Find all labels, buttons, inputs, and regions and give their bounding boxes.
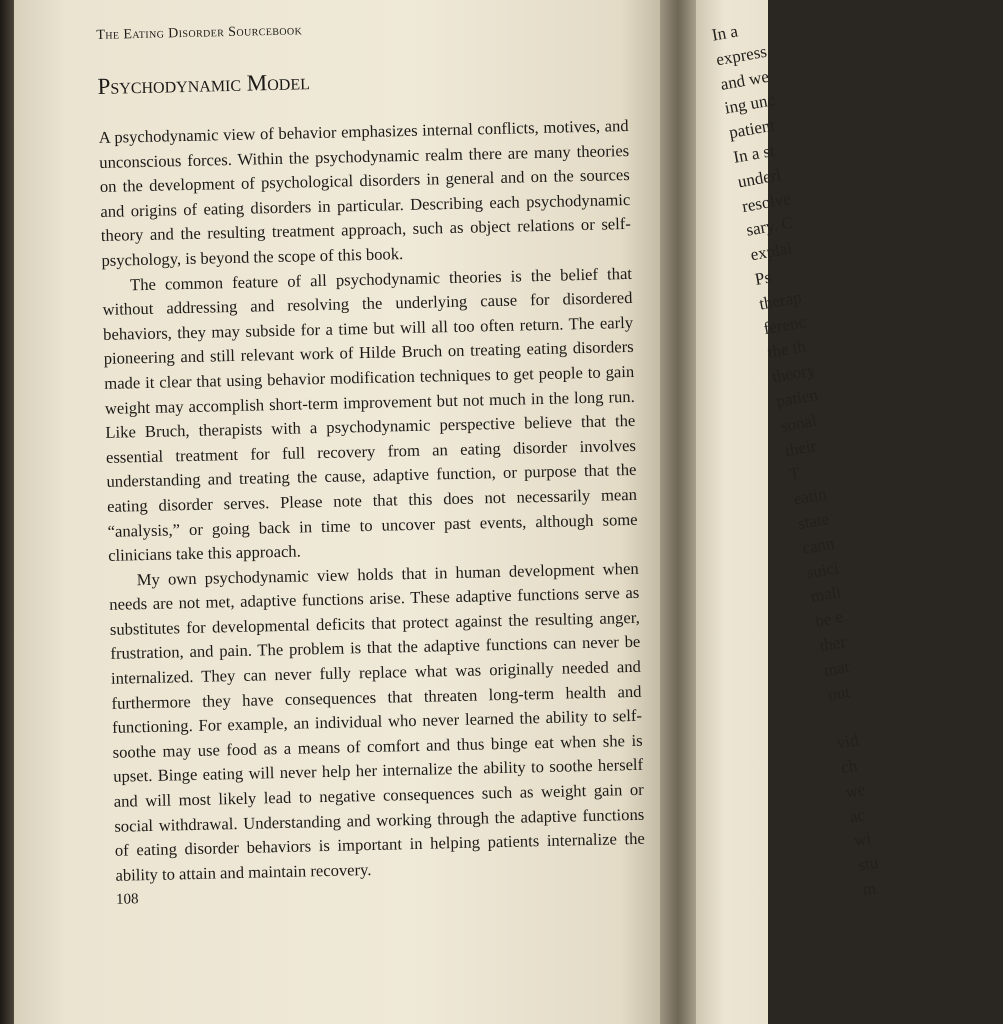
right-page-line: state xyxy=(796,508,831,534)
running-head: The Eating Disorder Sourcebook xyxy=(96,23,303,43)
right-page-line: express xyxy=(714,41,769,70)
right-page-line: the th xyxy=(766,336,808,363)
page-number: 108 xyxy=(115,891,139,909)
left-page-text-block xyxy=(96,6,646,909)
right-page-line: eatin xyxy=(792,484,829,509)
right-page-line: ing unc xyxy=(723,90,777,118)
left-page xyxy=(14,0,674,1024)
right-page-line: therap xyxy=(757,287,803,314)
right-page-line: be e xyxy=(813,607,845,631)
right-page-line: theory xyxy=(770,360,817,387)
right-page-line: patien xyxy=(774,385,820,411)
right-page-line: In a xyxy=(710,21,740,45)
right-page-line: out xyxy=(826,681,852,705)
book-gutter xyxy=(660,0,700,1024)
right-page-line: stu xyxy=(856,852,880,875)
paragraph-own-view: My own psychodynamic view holds that in human development when needs are not met, adaptive functions arise. These adaptive functions serve as substitutes for developmental deficits that protect against the resulting anger, frustration, and pain. The problem is that the adaptive functions can never be internalized. They can never fully replace what was originally needed and furthermore they have consequences that threaten long-term health and functioning. For example, an individual who never learned the ability to self-soothe may use food as a means of comfort and thus binge eat when she is upset. Binge eating will never help her internalize the ability to soothe herself and will most likely lead to negative consequences such as weight gain or social withdrawal. Understanding and working through the adaptive functions of eating disorder behaviors is important in helping patients internalize the ability to attain and maintain recovery. xyxy=(109,558,645,885)
section-title: Psychodynamic Model xyxy=(97,69,311,99)
right-page-line: resolve xyxy=(740,188,793,216)
right-page-text-fragments xyxy=(710,0,1003,903)
right-page xyxy=(696,0,880,1024)
right-page-line: patient xyxy=(727,115,777,143)
right-page-line: ther xyxy=(817,631,848,656)
right-page-line: wi xyxy=(852,828,873,851)
right-page-line: In a st xyxy=(731,140,777,167)
right-page-line: suici xyxy=(805,557,840,582)
right-page-line: m xyxy=(861,878,878,900)
right-page-line: underl xyxy=(736,164,783,192)
paragraph-common-feature: The common feature of all psychodynamic theories is the belief that without addressing and resolving the underlying cause for disordered behaviors, they may subside for a time but will all too often return. The early pioneering and still relevant work of Hilde Bruch on treating eating disorders made it clear that using behavior modification techniques to get people to gain weight may accomplish short-term improvement but not much in the long run. Like Bruch, therapists with a psychodynamic perspective believe that the essential treatment for full recovery from an eating disorder involves understanding and treating the cause, adaptive function, or purpose that the eating disorder serves. Please note that this does not necessarily mean “analysis,” or going back in time to uncover past events, although some clinicians take this approach. xyxy=(102,263,638,565)
right-page-line: explai xyxy=(749,238,794,265)
right-page-line: Ps xyxy=(753,267,773,289)
right-page-line: ch xyxy=(839,755,859,778)
right-page-line: their xyxy=(783,435,818,460)
right-page-line: mat xyxy=(822,656,851,680)
right-page-line: ac xyxy=(848,804,867,827)
right-page-line: sonal xyxy=(779,410,818,436)
right-page-line: T xyxy=(787,463,802,485)
right-page-line: mali xyxy=(809,582,843,607)
right-page-line: sary. C xyxy=(744,213,795,241)
right-page-line: ferenc xyxy=(762,311,808,338)
right-page-line: and we xyxy=(718,66,771,94)
right-page-line: cann xyxy=(800,533,836,558)
right-page-line: vid xyxy=(835,730,860,753)
paragraph-intro: A psychodynamic view of behavior emphasizes internal conflicts, motives, and unconscious forces. Within the psychodynamic realm there are many theories on the development of psychological disorders in general and on the sources and origins of eating disorders in particular. Describing each psychodynamic theory and the resulting treatment approach, such as object relations or self-psychology, is beyond the scope of this book. xyxy=(98,115,632,270)
right-page-line: we xyxy=(843,779,867,802)
